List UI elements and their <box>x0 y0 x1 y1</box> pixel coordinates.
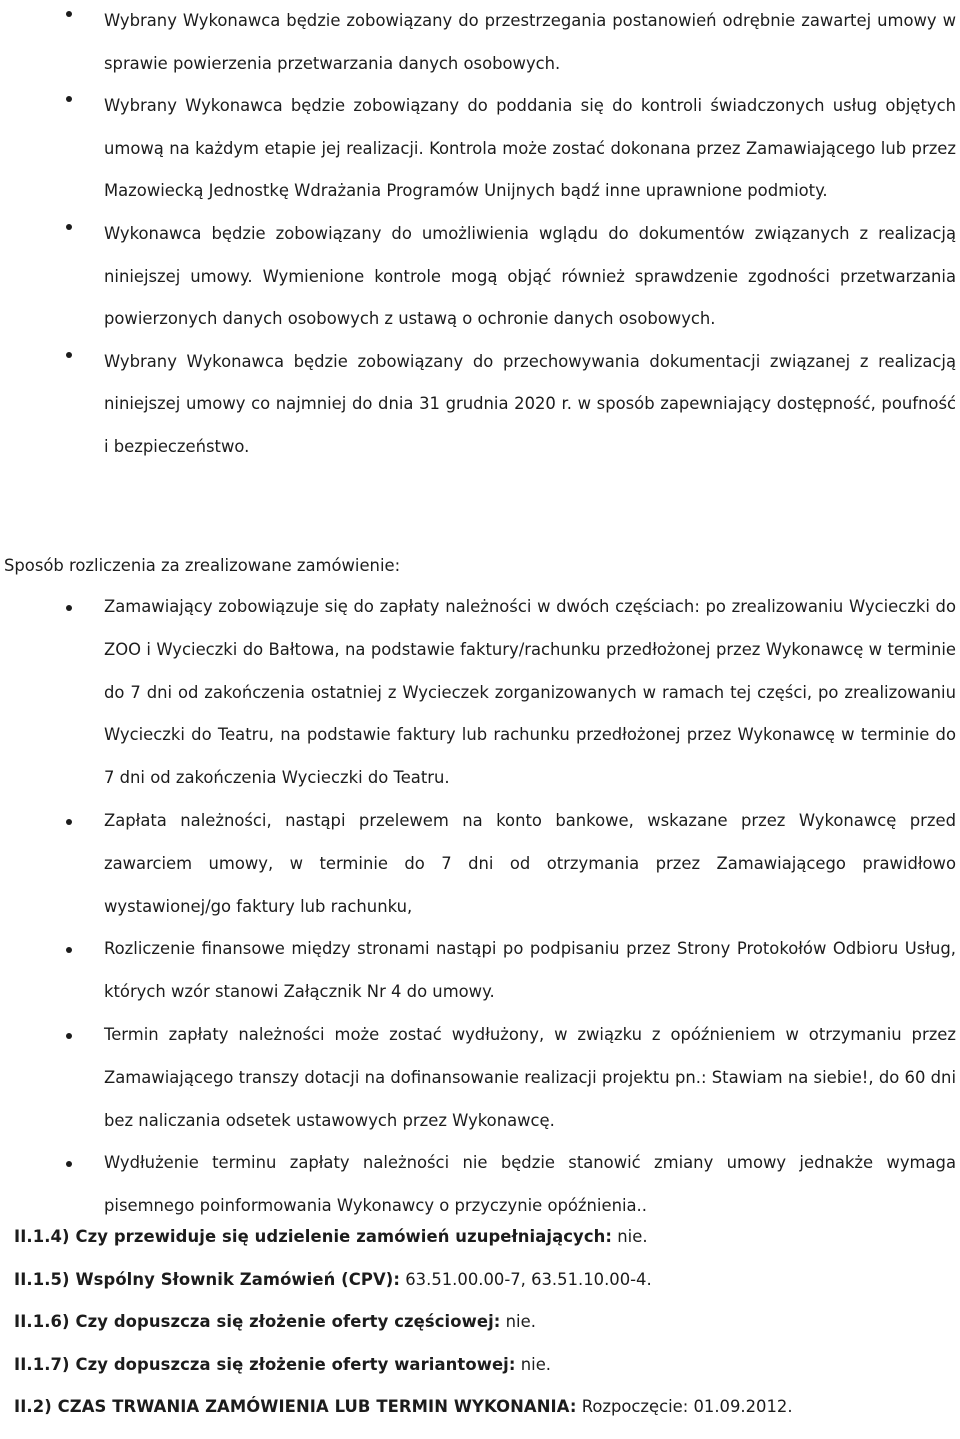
spec-duration <box>14 1396 954 1439</box>
list-item: Termin zapłaty należności może zostać wydłużony, w związku z opóźnieniem w otrzymaniu przez Zamawiającego transzy dotacji na dofinansowanie realizacji projektu pn.: Stawiam na siebie!, do 60 dni bez naliczania odsetek ustawowych przez Wykonawcę. <box>104 1014 956 1142</box>
spec-label: II.1.5) Wspólny Słownik Zamówień (CPV): <box>14 1269 401 1289</box>
spec-value: nie. <box>515 1354 552 1374</box>
settlement-heading: Sposób rozliczenia za zrealizowane zamówienie: <box>4 556 401 575</box>
list-item: Rozliczenie finansowe między stronami nastąpi po podpisaniu przez Strony Protokołów Odbioru Usług, których wzór stanowi Załącznik Nr 4 do umowy. <box>104 928 956 1014</box>
spec-partial-offer <box>14 1311 954 1354</box>
list-item: Wykonawca będzie zobowiązany do umożliwienia wglądu do dokumentów związanych z realizacją niniejszej umowy. Wymienione kontrole mogą objąć również sprawdzenie zgodności przetwarzania powierzonych danych osobowych z ustawą o ochronie danych osobowych. <box>104 213 956 341</box>
spec-label: II.1.7) Czy dopuszcza się złożenie oferty wariantowej: <box>14 1354 516 1374</box>
spec-value: 63.51.00.00-7, 63.51.10.00-4. <box>400 1269 652 1289</box>
list-item: Zapłata należności, nastąpi przelewem na konto bankowe, wskazane przez Wykonawcę przed zawarciem umowy, w terminie do 7 dni od otrzymania przez Zamawiającego prawidłowo wystawionej/go faktury lub rachunku, <box>104 800 956 928</box>
spec-value: nie. <box>612 1227 648 1246</box>
spec-value: Rozpoczęcie: 01.09.2012. <box>576 1397 793 1416</box>
list-item: Zamawiający zobowiązuje się do zapłaty należności w dwóch częściach: po zrealizowaniu Wycieczki do ZOO i Wycieczki do Bałtowa, na podstawie faktury/rachunku przedłożonej przez Wykonawcę w terminie do 7 dni od zakończenia ostatniej z Wycieczek zorganizowanych w ramach tej części, po zrealizowaniu Wycieczki do Teatru, na podstawie faktury lub rachunku przedłożonej przez Wykonawcę w terminie do 7 dni od zakończenia Wycieczki do Teatru. <box>104 586 956 800</box>
list-item: Wydłużenie terminu zapłaty należności nie będzie stanowić zmiany umowy jednakże wymaga pisemnego poinformowania Wykonawcy o przyczynie opóźnienia.. <box>104 1142 956 1228</box>
spec-label: II.2) CZAS TRWANIA ZAMÓWIENIA LUB TERMIN WYKONANIA: <box>14 1397 577 1416</box>
spec-value: nie. <box>500 1312 536 1331</box>
spec-variant-offer <box>14 1354 954 1397</box>
settlement-list <box>104 586 956 1228</box>
spec-supplementary-orders <box>14 1226 954 1269</box>
obligations-list <box>104 0 956 469</box>
list-item: Wybrany Wykonawca będzie zobowiązany do poddania się do kontroli świadczonych usług objętych umową na każdym etapie jej realizacji. Kontrola może zostać dokonana przez Zamawiającego lub przez Mazowiecką Jednostkę Wdrażania Programów Unijnych bądź inne uprawnione podmioty. <box>104 85 956 213</box>
specification-section <box>14 1226 954 1439</box>
list-item: Wybrany Wykonawca będzie zobowiązany do przechowywania dokumentacji związanej z realizacją niniejszej umowy co najmniej do dnia 31 grudnia 2020 r. w sposób zapewniający dostępność, poufność i bezpieczeństwo. <box>104 341 956 469</box>
spec-cpv <box>14 1269 954 1312</box>
spec-label: II.1.6) Czy dopuszcza się złożenie oferty częściowej: <box>14 1312 501 1331</box>
spec-label: II.1.4) Czy przewiduje się udzielenie zamówień uzupełniających: <box>14 1227 613 1246</box>
list-item: Wybrany Wykonawca będzie zobowiązany do przestrzegania postanowień odrębnie zawartej umowy w sprawie powierzenia przetwarzania danych osobowych. <box>104 0 956 85</box>
